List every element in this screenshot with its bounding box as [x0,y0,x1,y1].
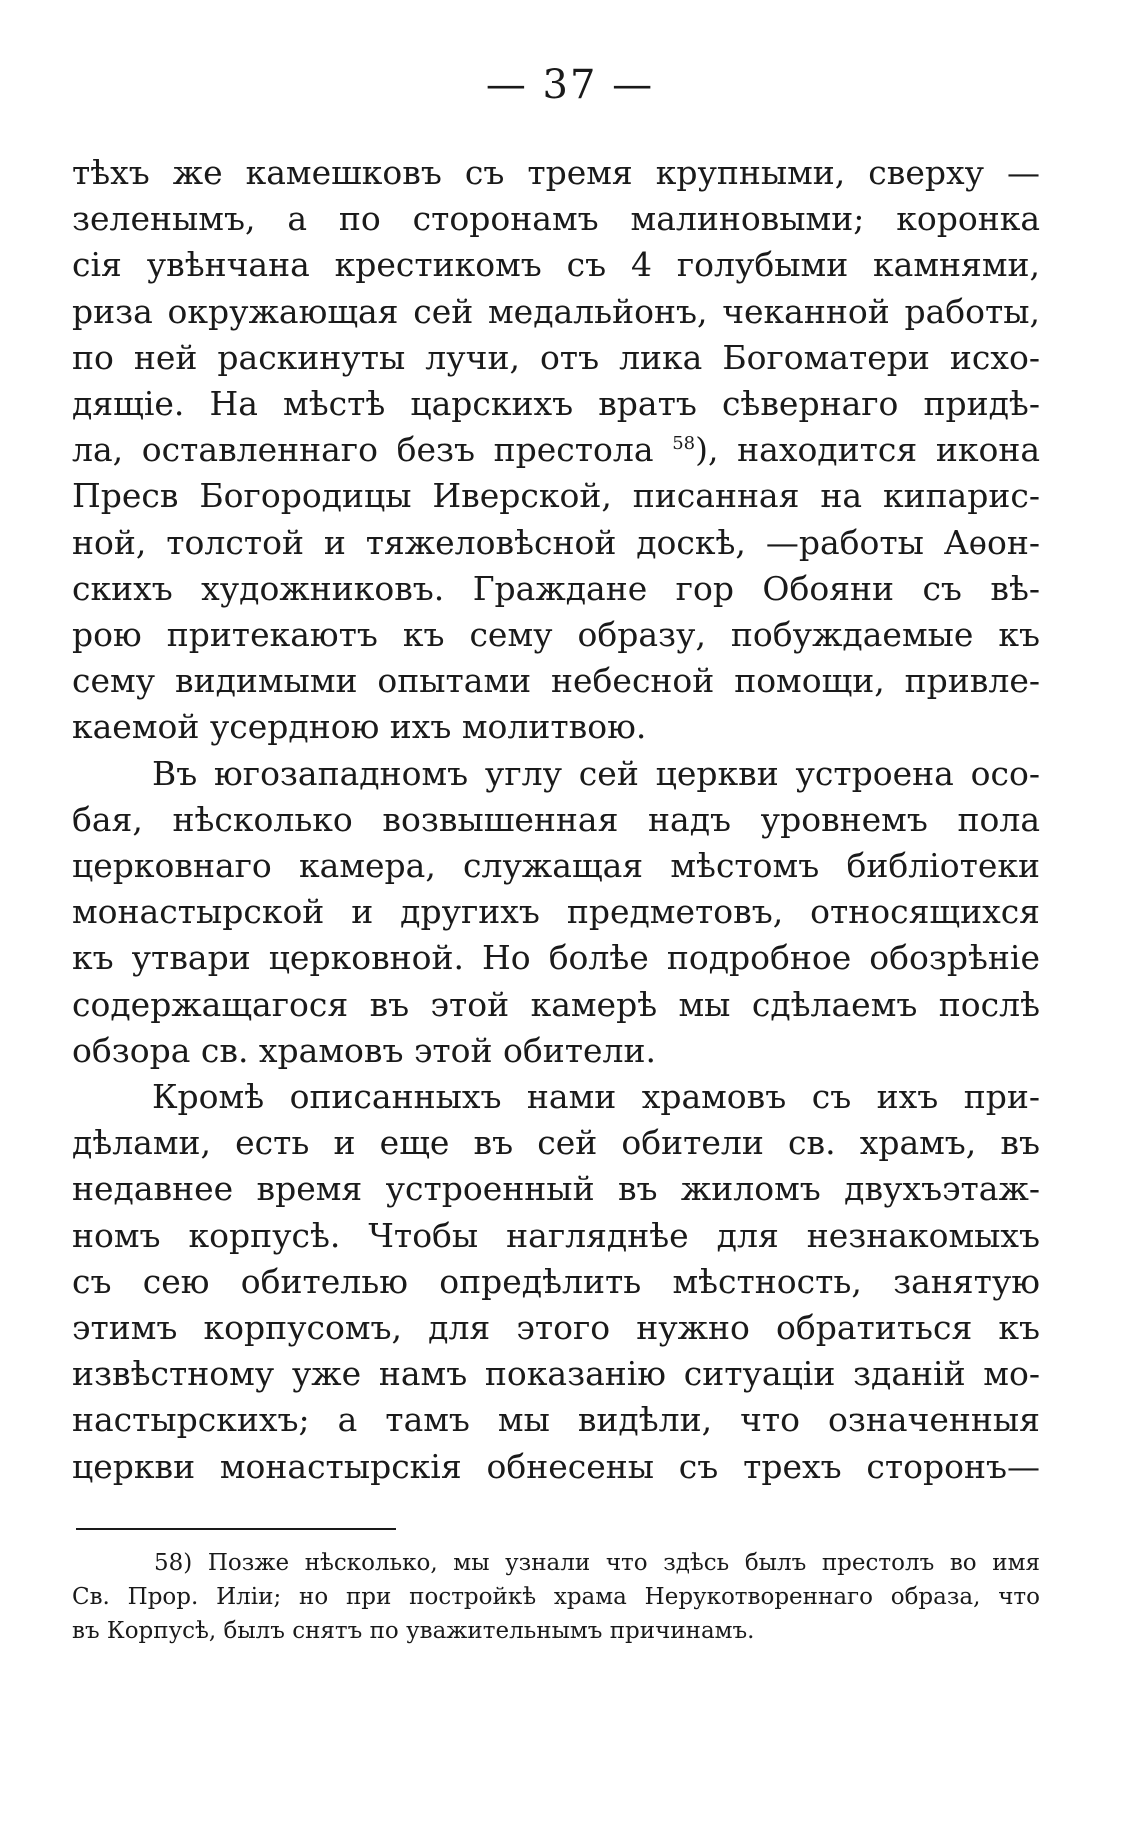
text-line: съ сею обителью опредѣлить мѣстность, занятую [72,1261,1040,1301]
text-line: дящіе. На мѣстѣ царскихъ вратъ сѣвернаго придѣ- [72,384,1040,424]
text-line: Пресв Богородицы Иверской, писанная на кипарис- [72,476,1040,516]
text-line: Въ югозападномъ углу сей церкви устроена осо- [152,753,1040,793]
text-line-with-footnote-ref [72,427,1040,473]
text-line: церкви монастырскія обнесены съ трехъ сторонъ— [72,1446,1040,1486]
text-fragment: ла, оставленнаго безъ престола [72,430,654,470]
main-text [72,150,1040,1490]
text-line: ной, толстой и тяжеловѣсной доскѣ, —работы Аѳон- [72,522,1040,562]
text-line: монастырской и другихъ предметовъ, относящихся [72,892,1040,932]
text-line: по ней раскинуты лучи, отъ лика Богоматери исхо- [72,337,1040,377]
paragraph-3 [72,1074,1040,1490]
text-line: номъ корпусѣ. Чтобы нагляднѣе для незнакомыхъ [72,1215,1040,1255]
text-fragment: ), находится икона [695,430,1040,470]
text-line: обзора св. храмовъ этой обители. [72,1030,656,1070]
text-line: скихъ художниковъ. Граждане гор Обояни съ вѣ- [72,568,1040,608]
text-line: извѣстному уже намъ показанію ситуаціи зданій мо- [72,1354,1040,1394]
text-line: къ утвари церковной. Но болѣе подробное обозрѣніе [72,938,1040,978]
text-line: содержащагося въ этой камерѣ мы сдѣлаемъ послѣ [72,984,1040,1024]
text-line: бая, нѣсколько возвышенная надъ уровнемъ пола [72,799,1040,839]
footnote-divider [76,1528,396,1530]
text-line: настырскихъ; а тамъ мы видѣли, что означенныя [72,1400,1040,1440]
text-line: дѣлами, есть и еще въ сей обители св. храмъ, въ [72,1123,1040,1163]
text-line: церковнаго камера, служащая мѣстомъ библіотеки [72,846,1040,886]
paragraph-2 [72,751,1040,1074]
footnote-line: въ Корпусѣ, былъ снятъ по уважительнымъ причинамъ. [72,1618,755,1644]
text-line: этимъ корпусомъ, для этого нужно обратиться къ [72,1308,1040,1348]
text-line: тѣхъ же камешковъ съ тремя крупными, сверху — [72,153,1040,192]
footnote-line: Св. Прор. Иліи; но при постройкѣ храма Нерукотвореннаго образа, что [72,1584,1040,1610]
page-number: — 37 — [485,62,655,108]
text-line: риза окружающая сей медальйонъ, чеканной работы, [72,291,1040,331]
paragraph-1 [72,150,1040,751]
text-line: сему видимыми опытами небесной помощи, привле- [72,661,1040,701]
text-line: каемой усердною ихъ молитвою. [72,707,647,747]
footnote-reference: 58 [672,433,696,455]
text-line: зеленымъ, а по сторонамъ малиновыми; коронка [72,199,1040,239]
text-line: сія увѣнчана крестикомъ съ 4 голубыми камнями, [72,245,1040,285]
text-line: Кромѣ описанныхъ нами храмовъ съ ихъ при- [152,1077,1040,1117]
text-line: недавнее время устроенный въ жиломъ двухъэтаж- [72,1169,1040,1209]
footnote-line: 58) Позже нѣсколько, мы узнали что здѣсь былъ престолъ во имя [154,1550,1040,1576]
text-line: рою притекаютъ къ сему образу, побуждаемые къ [72,615,1040,655]
footnote-58 [72,1546,1040,1648]
